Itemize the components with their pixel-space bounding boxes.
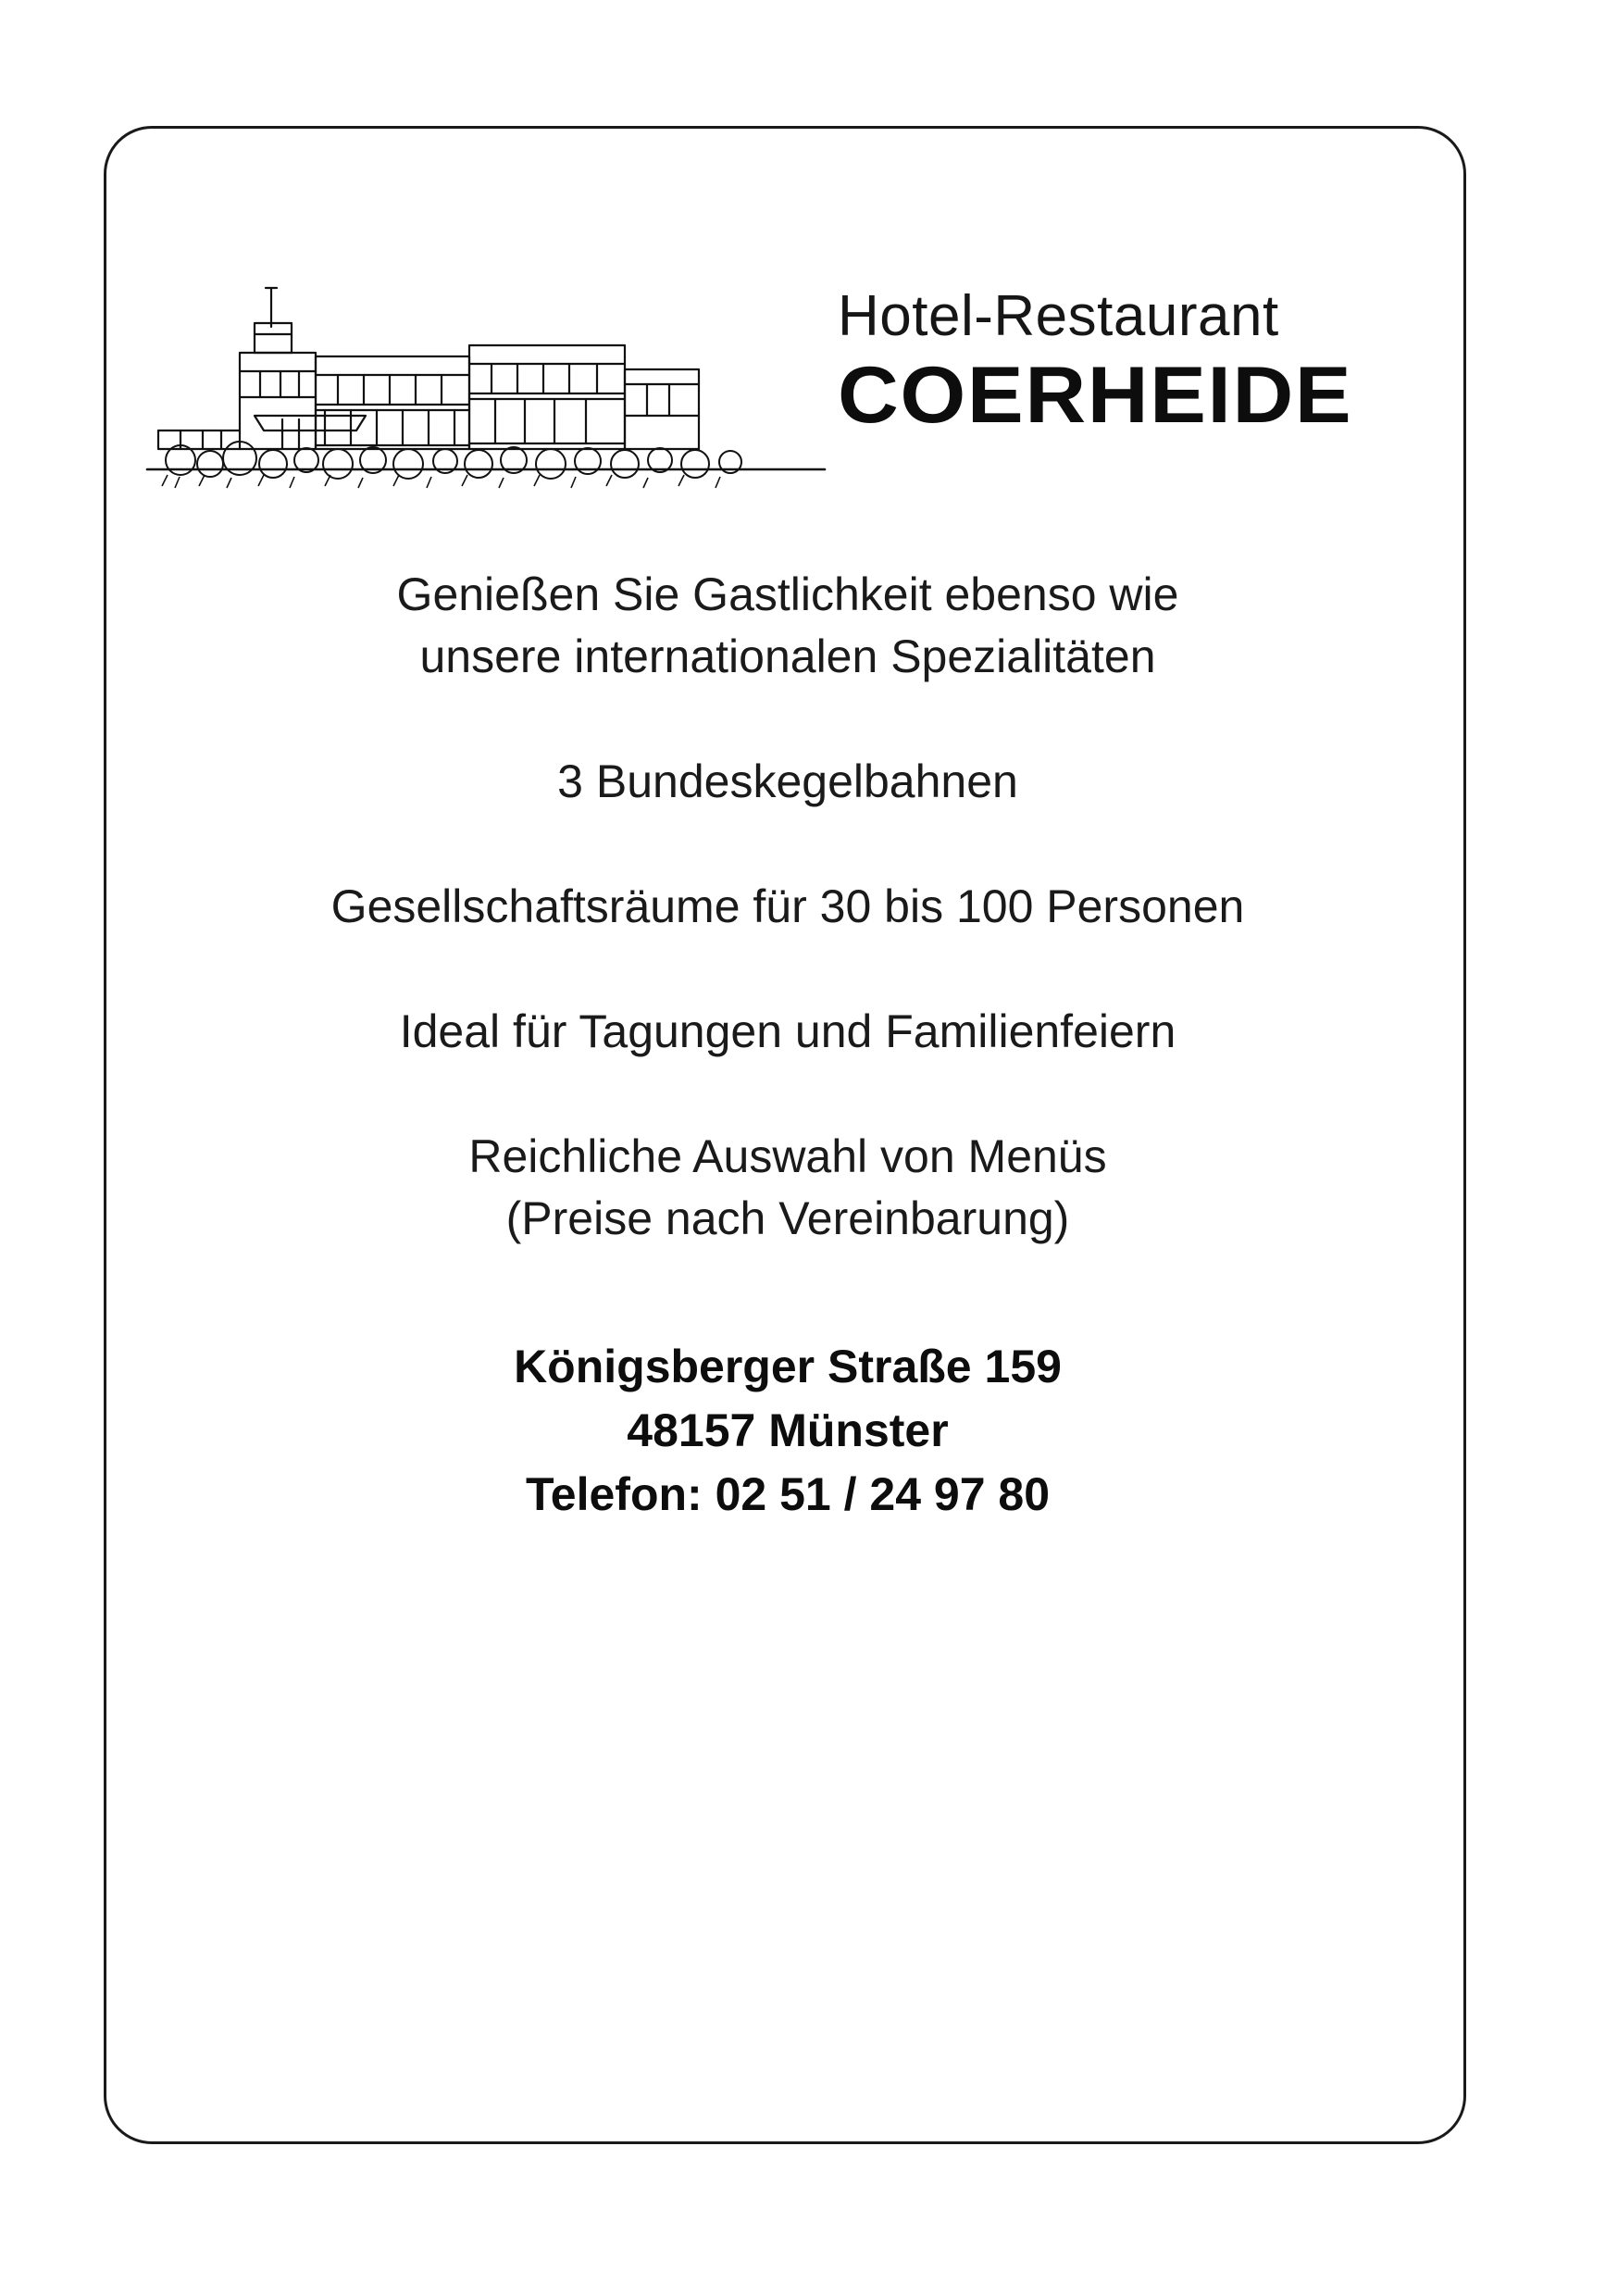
text-line: Gesellschaftsräume für 30 bis 100 Personen bbox=[330, 880, 1245, 932]
brand-prefix: Hotel-Restaurant bbox=[838, 284, 1279, 348]
address-street: Königsberger Straße 159 bbox=[514, 1341, 1062, 1392]
hotel-building-line-drawing-icon bbox=[143, 268, 828, 536]
contact-address bbox=[153, 1335, 1423, 1527]
text-line: (Preise nach Vereinbarung) bbox=[505, 1192, 1070, 1244]
text-line: Genießen Sie Gastlichkeit ebenso wie bbox=[396, 568, 1179, 620]
text-line: unsere internationalen Spezialitäten bbox=[419, 630, 1156, 682]
ad-body-copy bbox=[153, 564, 1423, 1527]
paragraph-intro bbox=[153, 564, 1423, 688]
address-city: 48157 Münster bbox=[627, 1404, 949, 1456]
paragraph-events bbox=[153, 1001, 1423, 1063]
text-line: 3 Bundeskegelbahnen bbox=[557, 755, 1018, 807]
paragraph-menus bbox=[153, 1126, 1423, 1250]
phone-number: Telefon: 02 51 / 24 97 80 bbox=[525, 1468, 1051, 1520]
text-line: Ideal für Tagungen und Familienfeiern bbox=[399, 1005, 1176, 1057]
brand-block bbox=[838, 284, 1412, 441]
text-line: Reichliche Auswahl von Menüs bbox=[468, 1130, 1107, 1182]
brand-name: COERHEIDE bbox=[838, 351, 1353, 441]
paragraph-function-rooms bbox=[153, 876, 1423, 938]
ad-header bbox=[106, 249, 1463, 545]
advertisement-card bbox=[104, 126, 1466, 2144]
paragraph-bowling bbox=[153, 751, 1423, 813]
